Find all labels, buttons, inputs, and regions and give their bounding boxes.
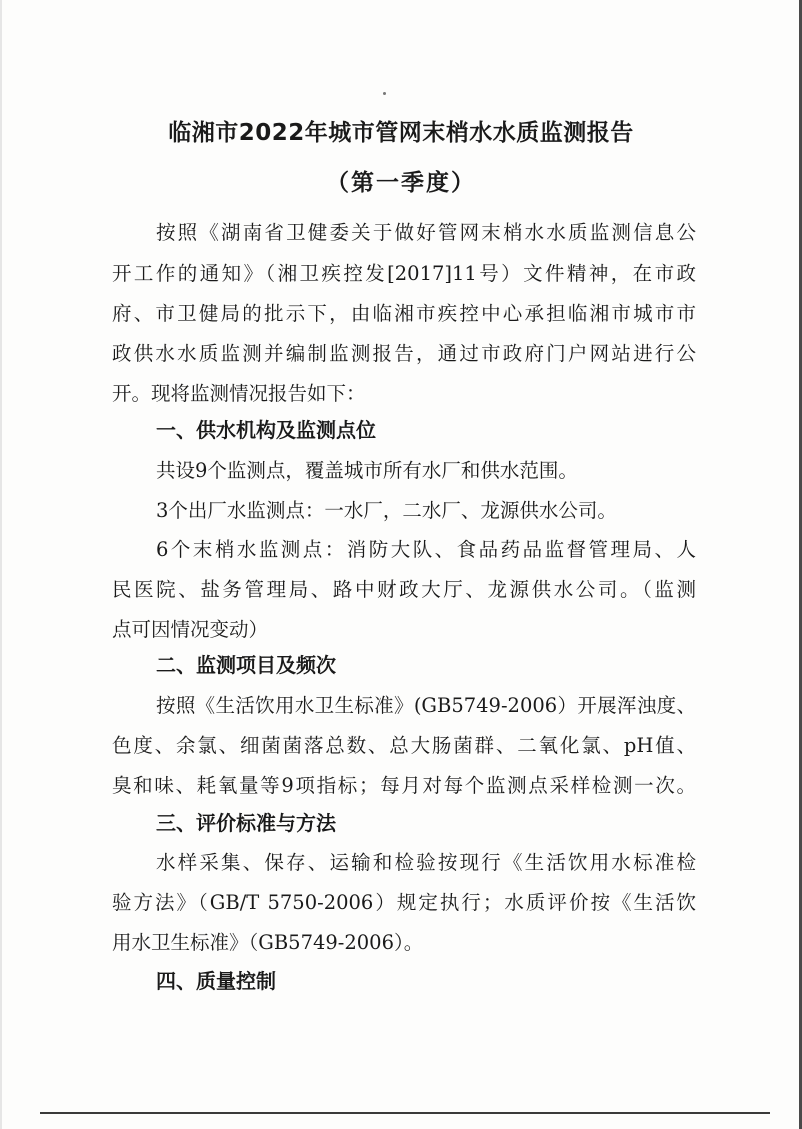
section-1-line-5: 点可因情况变动） bbox=[112, 618, 269, 641]
intro-line-5: 开。现将监测情况报告如下： bbox=[112, 382, 366, 405]
intro-line-1: 按照《湖南省卫健委关于做好管网末梢水水质监测信息公 bbox=[156, 221, 696, 244]
section-1-line-1: 共设9个监测点，覆盖城市所有水厂和供水范围。 bbox=[156, 459, 578, 482]
section-3-line-1: 水样采集、保存、运输和检验按现行《生活饮用水标准检 bbox=[156, 851, 696, 874]
intro-line-4: 政供水水质监测并编制监测报告，通过市政府门户网站进行公 bbox=[112, 342, 696, 365]
section-3-heading: 三、评价标准与方法 bbox=[156, 811, 336, 835]
section-2-line-1: 按照《生活饮用水卫生标准》(GB5749-2006）开展浑浊度、 bbox=[156, 694, 696, 717]
scan-speck bbox=[383, 92, 386, 95]
section-3-line-2: 验方法》（GB/T 5750-2006）规定执行；水质评价按《生活饮 bbox=[112, 891, 696, 914]
document-subtitle: （第一季度） bbox=[326, 170, 476, 196]
section-2-line-2: 色度、余氯、细菌菌落总数、总大肠菌群、二氧化氯、pH值、 bbox=[112, 734, 696, 757]
section-1-line-3: 6个末梢水监测点：消防大队、食品药品监督管理局、人 bbox=[156, 538, 696, 561]
section-3-line-3: 用水卫生标准》（GB5749-2006）。 bbox=[112, 931, 424, 954]
section-2-line-3: 臭和味、耗氧量等9项指标；每月对每个监测点采样检测一次。 bbox=[112, 774, 696, 797]
section-4-heading: 四、质量控制 bbox=[156, 969, 276, 993]
section-2-heading: 二、监测项目及频次 bbox=[156, 653, 336, 677]
document-title: 临湘市2022年城市管网末梢水水质监测报告 bbox=[168, 120, 634, 146]
section-1-heading: 一、供水机构及监测点位 bbox=[156, 418, 376, 442]
bottom-rule bbox=[40, 1112, 770, 1114]
section-1-line-4: 民医院、盐务管理局、路中财政大厅、龙源供水公司。（监测 bbox=[112, 578, 696, 601]
intro-line-3: 府、市卫健局的批示下，由临湘市疾控中心承担临湘市城市市 bbox=[112, 302, 696, 325]
section-1-line-2: 3个出厂水监测点：一水厂，二水厂、龙源供水公司。 bbox=[156, 499, 617, 522]
intro-line-2: 开工作的通知》（湘卫疾控发[2017]11号）文件精神，在市政 bbox=[112, 262, 696, 285]
